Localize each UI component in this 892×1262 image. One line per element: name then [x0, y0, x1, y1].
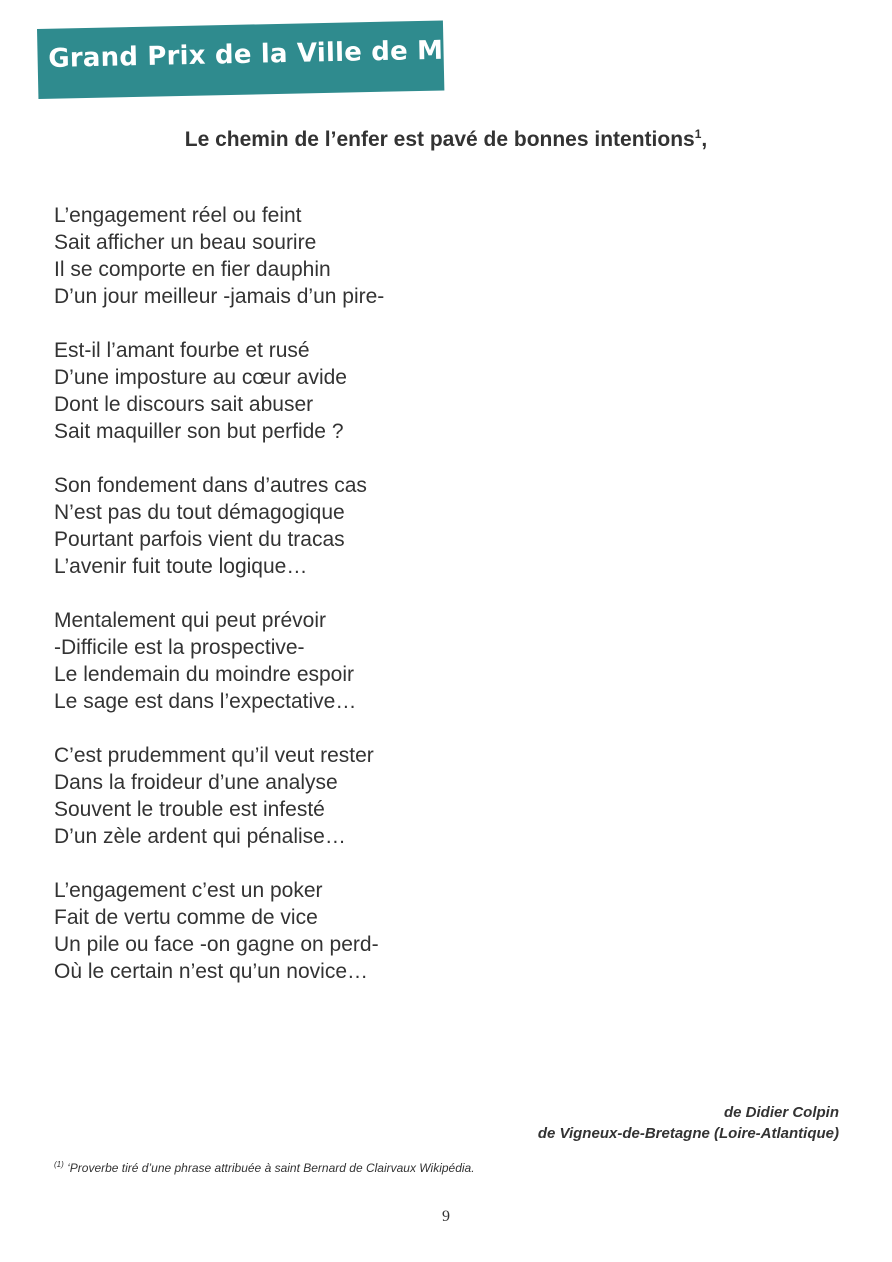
stanza	[54, 742, 384, 850]
stanza	[54, 202, 384, 310]
poem-line: Le lendemain du moindre espoir	[54, 663, 355, 686]
poem-line: -Difficile est la prospective-	[54, 636, 305, 659]
page-number: 9	[442, 1208, 450, 1225]
poem-line: Sait maquiller son but perfide ?	[54, 420, 344, 443]
footnote-ref: 1	[694, 127, 702, 141]
poem-line: Fait de vertu comme de vice	[54, 906, 318, 929]
poem-line: Son fondement dans d’autres cas	[54, 474, 367, 497]
poem-line: Un pile ou face -on gagne on perd-	[54, 933, 379, 956]
poem-line: Sait afficher un beau sourire	[54, 231, 317, 254]
banner-title: Grand Prix de la Ville de Morestel	[48, 33, 548, 74]
poem-line: D’un zèle ardent qui pénalise…	[54, 825, 346, 848]
poem-line: Dans la froideur d’une analyse	[54, 771, 338, 794]
stanza	[54, 337, 384, 445]
poem-line: Le sage est dans l’expectative…	[54, 690, 357, 713]
poem-line: Mentalement qui peut prévoir	[54, 609, 326, 632]
poem-body	[54, 202, 384, 1012]
poem-line: Il se comporte en fier dauphin	[54, 258, 331, 281]
stanza	[54, 607, 384, 715]
stanza	[54, 877, 384, 985]
poem-line: N’est pas du tout démagogique	[54, 501, 345, 524]
footnote-text: ‘Proverbe tiré d’une phrase attribuée à saint Bernard de Clairvaux Wikipédia.	[63, 1161, 475, 1175]
poem-line: L’engagement c’est un poker	[54, 879, 323, 902]
poem-line: Où le certain n’est qu’un novice…	[54, 960, 369, 983]
footnote	[54, 1160, 475, 1175]
poem-line: Est-il l’amant fourbe et rusé	[54, 339, 310, 362]
poem-title	[0, 127, 892, 152]
poem-title-text: Le chemin de l’enfer est pavé de bonnes intentions	[184, 128, 695, 151]
poem-line: L’engagement réel ou feint	[54, 204, 302, 227]
stanza	[54, 472, 384, 580]
poem-line: L’avenir fuit toute logique…	[54, 555, 308, 578]
footnote-marker: (1)	[54, 1160, 64, 1169]
poem-line: Souvent le trouble est infesté	[54, 798, 325, 821]
poem-line: C’est prudemment qu’il veut rester	[54, 744, 374, 767]
author-location: de Vigneux-de-Bretagne (Loire-Atlantique)	[537, 1125, 839, 1142]
poem-line: D’un jour meilleur -jamais d’un pire-	[54, 285, 385, 308]
poem-line: Dont le discours sait abuser	[54, 393, 314, 416]
author-name: de Didier Colpin	[723, 1104, 839, 1121]
author-signature	[538, 1102, 839, 1144]
poem-line: D’une imposture au cœur avide	[54, 366, 347, 389]
poem-line: Pourtant parfois vient du tracas	[54, 528, 345, 551]
poem-title-suffix: ,	[701, 128, 708, 151]
